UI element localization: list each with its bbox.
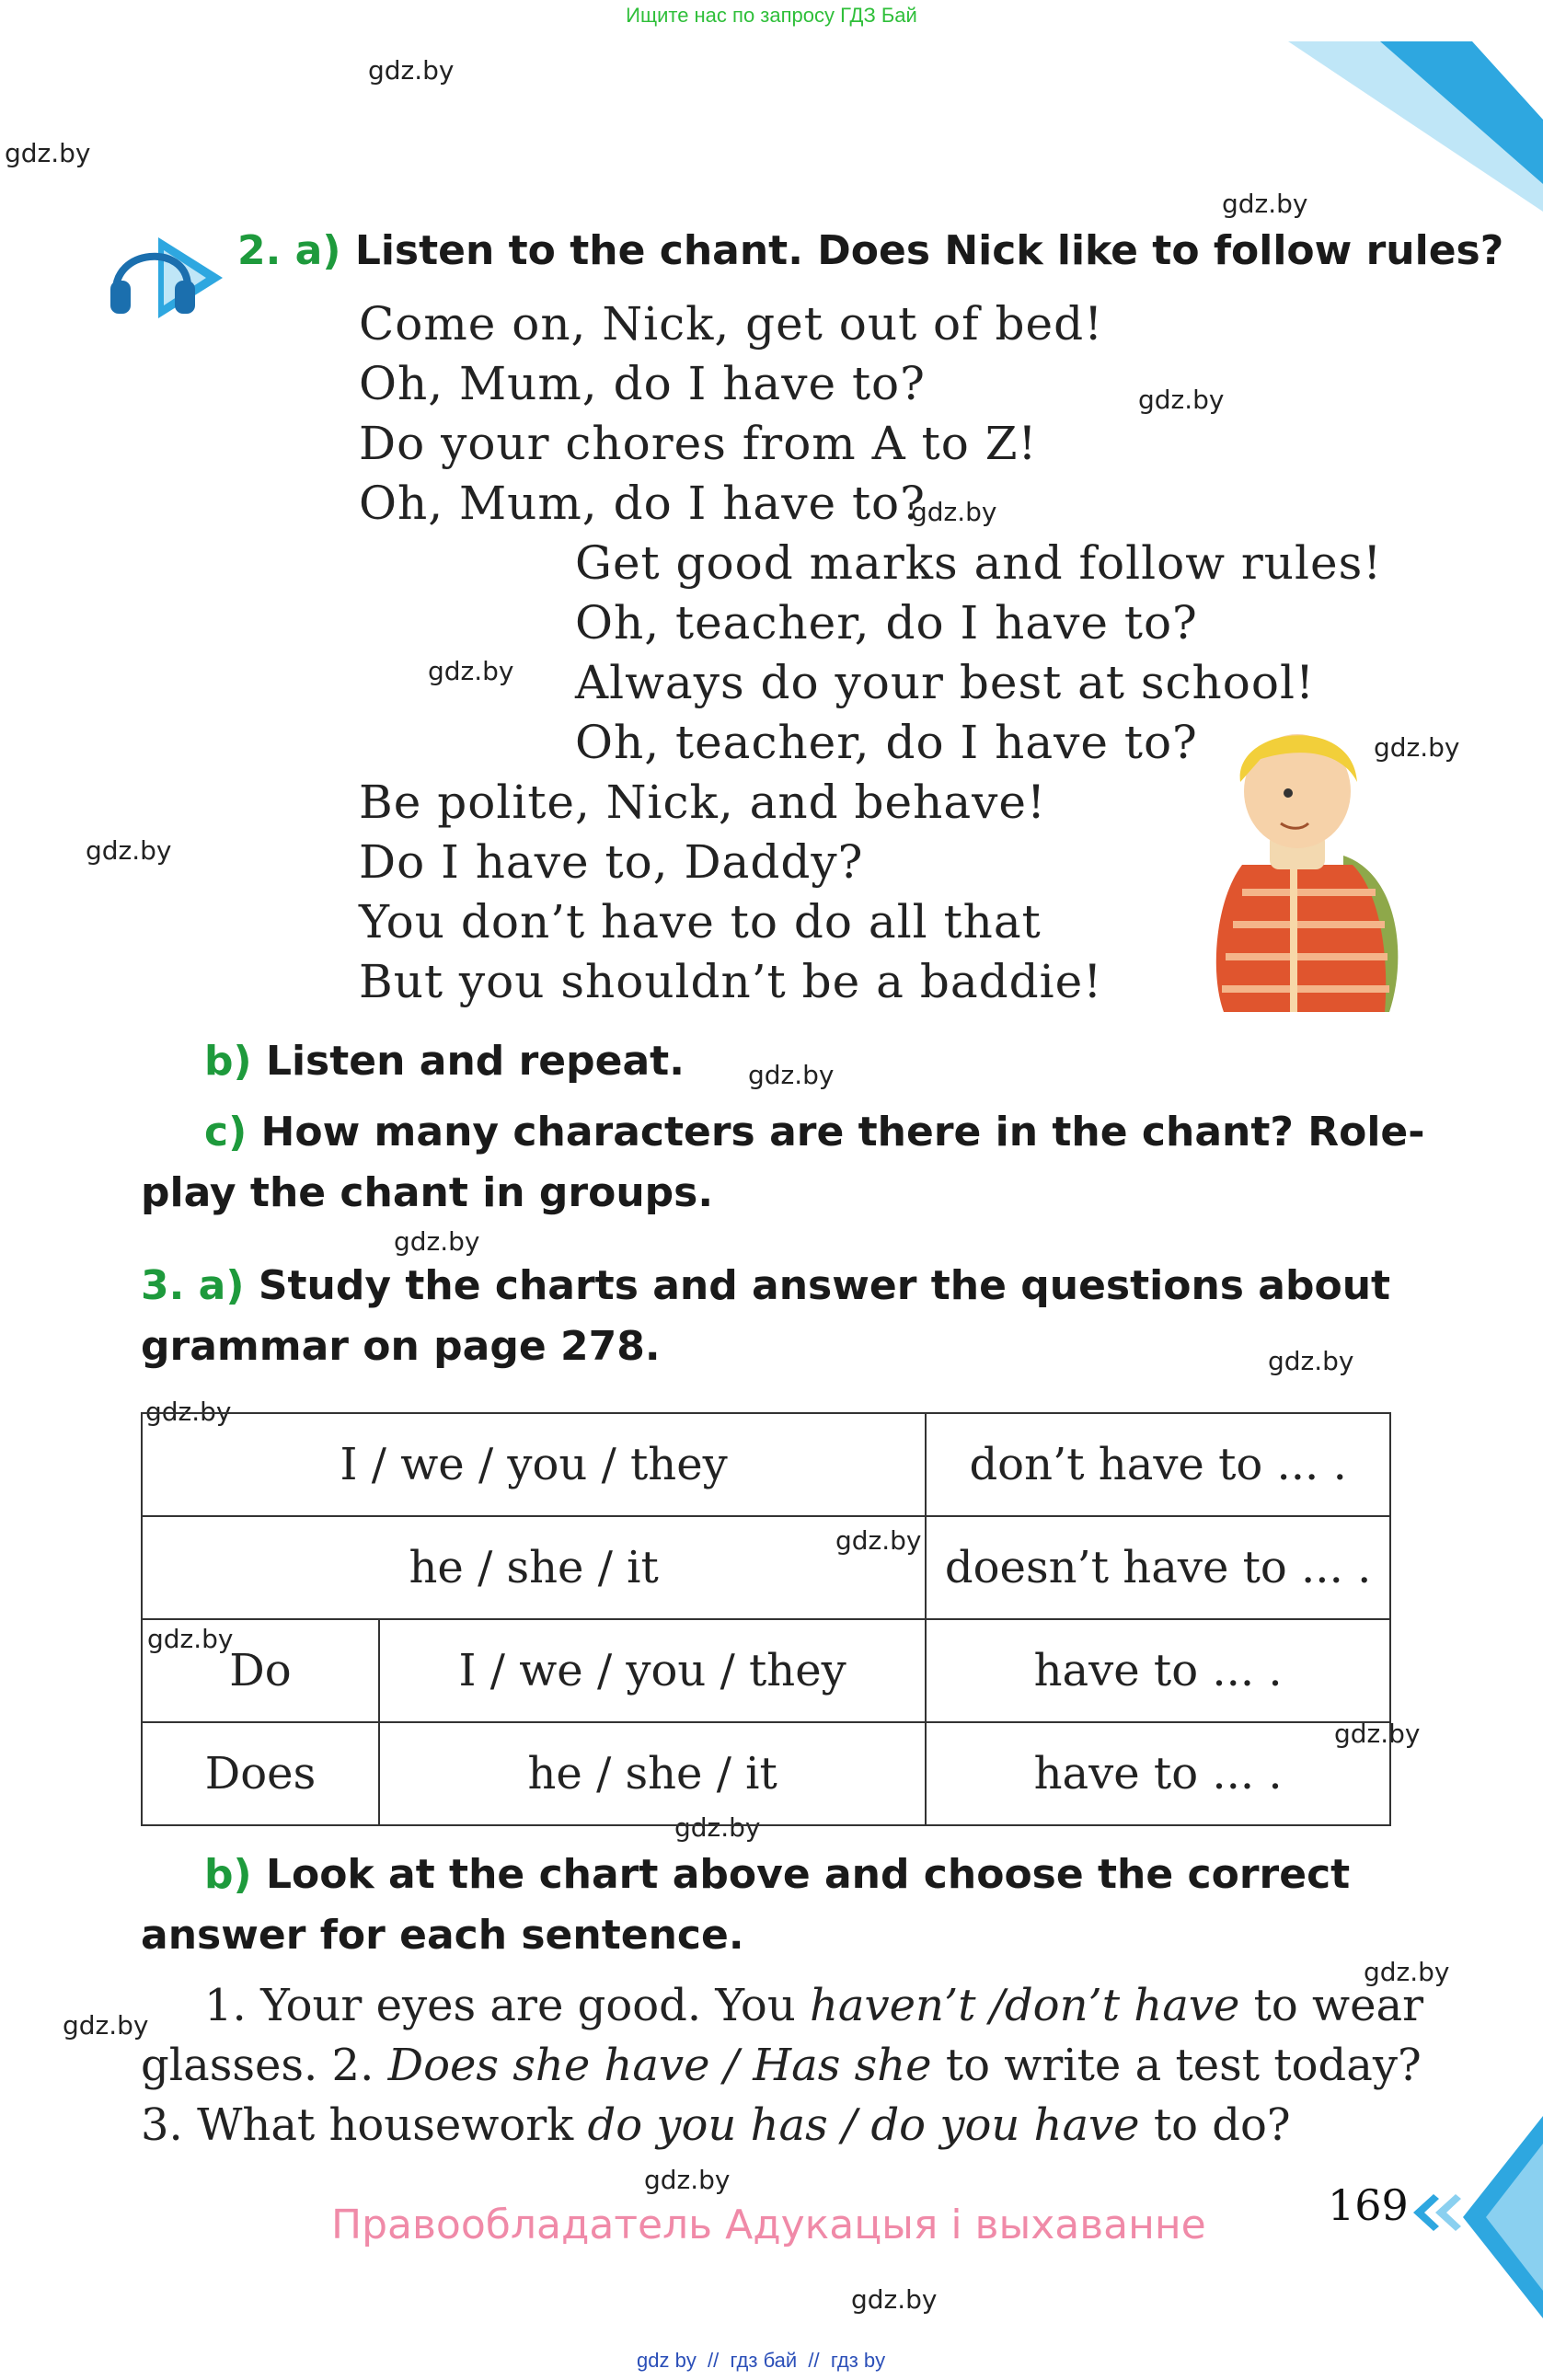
table-row <box>142 1413 1390 1516</box>
watermark: gdz.by <box>674 1812 761 1843</box>
watermark: gdz.by <box>644 2165 731 2195</box>
chant-line: Oh, Mum, do I have to? <box>359 477 926 530</box>
copyright-notice: Правообладатель Адукацыя і выхаванне <box>331 2202 1206 2248</box>
answer-option: Does she have / Has she <box>387 2040 932 2091</box>
table-cell: Does <box>142 1722 379 1825</box>
watermark: gdz.by <box>86 835 172 866</box>
watermark: gdz.by <box>1138 385 1225 415</box>
table-cell: he / she / it <box>379 1722 926 1825</box>
ex3-number: 3. <box>141 1262 185 1309</box>
watermark: gdz.by <box>1364 1957 1450 1987</box>
ex2-b <box>204 1038 685 1085</box>
sentence-3 <box>141 2099 1291 2151</box>
table-cell: have to ... . <box>926 1722 1390 1825</box>
chant-line: You don’t have to do all that <box>359 895 1042 949</box>
sentence-number: 2. <box>331 2040 374 2091</box>
sentence-text: to write a test today? <box>945 2040 1422 2091</box>
watermark: gdz.by <box>5 138 91 168</box>
ex2-c-label: c) <box>204 1109 248 1156</box>
grammar-table <box>141 1412 1391 1826</box>
ex3-a-line2: grammar on page 278. <box>141 1323 661 1370</box>
chant-line: Come on, Nick, get out of bed! <box>359 297 1104 351</box>
sentence-text: glasses. <box>141 2040 318 2091</box>
ex2-c-line2: play the chant in groups. <box>141 1169 714 1216</box>
ex3-b-line2: answer for each sentence. <box>141 1912 744 1959</box>
chant-line: Oh, Mum, do I have to? <box>359 357 926 410</box>
watermark: gdz.by <box>368 55 455 86</box>
ex3-a-text1: Study the charts and answer the questions about <box>258 1262 1391 1309</box>
table-row <box>142 1619 1390 1722</box>
ex3-b-label: b) <box>204 1851 252 1898</box>
table-row <box>142 1516 1390 1619</box>
ex2-c-text1: How many characters are there in the chant? Role- <box>260 1109 1425 1156</box>
sentence-text: to wear <box>1253 1980 1424 2031</box>
corner-decoration-top <box>1270 28 1543 212</box>
top-banner[interactable]: Ищите нас по запросу ГДЗ Бай <box>626 4 917 27</box>
ex2-a-text: Listen to the chant. Does Nick like to follow rules? <box>354 227 1504 274</box>
table-row <box>142 1722 1390 1825</box>
chant-line: Be polite, Nick, and behave! <box>359 776 1047 829</box>
watermark: gdz.by <box>428 656 514 686</box>
watermark: gdz.by <box>394 1226 480 1257</box>
ex2-heading <box>237 227 1503 274</box>
ex2-a-label: a) <box>294 227 341 274</box>
chant-line: Oh, teacher, do I have to? <box>575 716 1198 769</box>
chant-line: But you shouldn’t be a baddie! <box>359 955 1103 1008</box>
ex2-number: 2. <box>237 227 282 274</box>
table-cell: he / she / it <box>142 1516 926 1619</box>
sentence-1 <box>204 1980 1423 2031</box>
sentence-number: 3. <box>141 2099 183 2151</box>
chevron-left-icon <box>1408 2190 1463 2236</box>
sentence-text: What housework <box>197 2099 574 2151</box>
table-cell: don’t have to ... . <box>926 1413 1390 1516</box>
boy-with-backpack-illustration <box>1205 718 1399 1012</box>
watermark: gdz.by <box>851 2284 938 2315</box>
ex3-b-text1: Look at the chart above and choose the correct <box>265 1851 1351 1898</box>
watermark: gdz.by <box>1334 1719 1421 1749</box>
ex3-a-label: a) <box>198 1262 245 1309</box>
watermark: gdz.by <box>1222 189 1308 219</box>
table-cell: have to ... . <box>926 1619 1390 1722</box>
watermark: gdz.by <box>1374 732 1460 763</box>
sentence-2 <box>141 2040 1422 2091</box>
chant-line: Get good marks and follow rules! <box>575 536 1383 590</box>
watermark: gdz.by <box>1268 1346 1354 1376</box>
headphones-icon <box>103 230 223 327</box>
watermark: gdz.by <box>835 1525 922 1556</box>
chant-line: Oh, teacher, do I have to? <box>575 596 1198 650</box>
sentence-number: 1. <box>204 1980 247 2031</box>
sentence-text: Your eyes are good. You <box>260 1980 796 2031</box>
watermark: gdz.by <box>145 1397 232 1427</box>
table-cell: Do <box>142 1619 379 1722</box>
table-cell: doesn’t have to ... . <box>926 1516 1390 1619</box>
ex2-b-label: b) <box>204 1038 252 1085</box>
ex2-c-line1 <box>204 1109 1425 1156</box>
answer-option: haven’t /don’t have <box>810 1980 1240 2031</box>
chant-line: Always do your best at school! <box>575 656 1316 709</box>
sentence-text: to do? <box>1153 2099 1291 2151</box>
watermark: gdz.by <box>748 1060 835 1090</box>
page-number: 169 <box>1328 2180 1409 2230</box>
watermark: gdz.by <box>63 2010 149 2041</box>
answer-option: do you has / do you have <box>587 2099 1140 2151</box>
chant-line: Do I have to, Daddy? <box>359 835 864 889</box>
footer-links[interactable]: gdz by // гдз бай // гдз by <box>637 2349 886 2372</box>
chant-line: Do your chores from A to Z! <box>359 417 1038 470</box>
ex2-b-text: Listen and repeat. <box>265 1038 685 1085</box>
corner-decoration-bottom <box>1463 2116 1543 2318</box>
watermark: gdz.by <box>147 1624 234 1654</box>
table-cell: I / we / you / they <box>142 1413 926 1516</box>
ex3-b-line1 <box>204 1851 1350 1898</box>
watermark: gdz.by <box>911 497 997 527</box>
table-cell: I / we / you / they <box>379 1619 926 1722</box>
ex3-heading <box>141 1262 1390 1309</box>
